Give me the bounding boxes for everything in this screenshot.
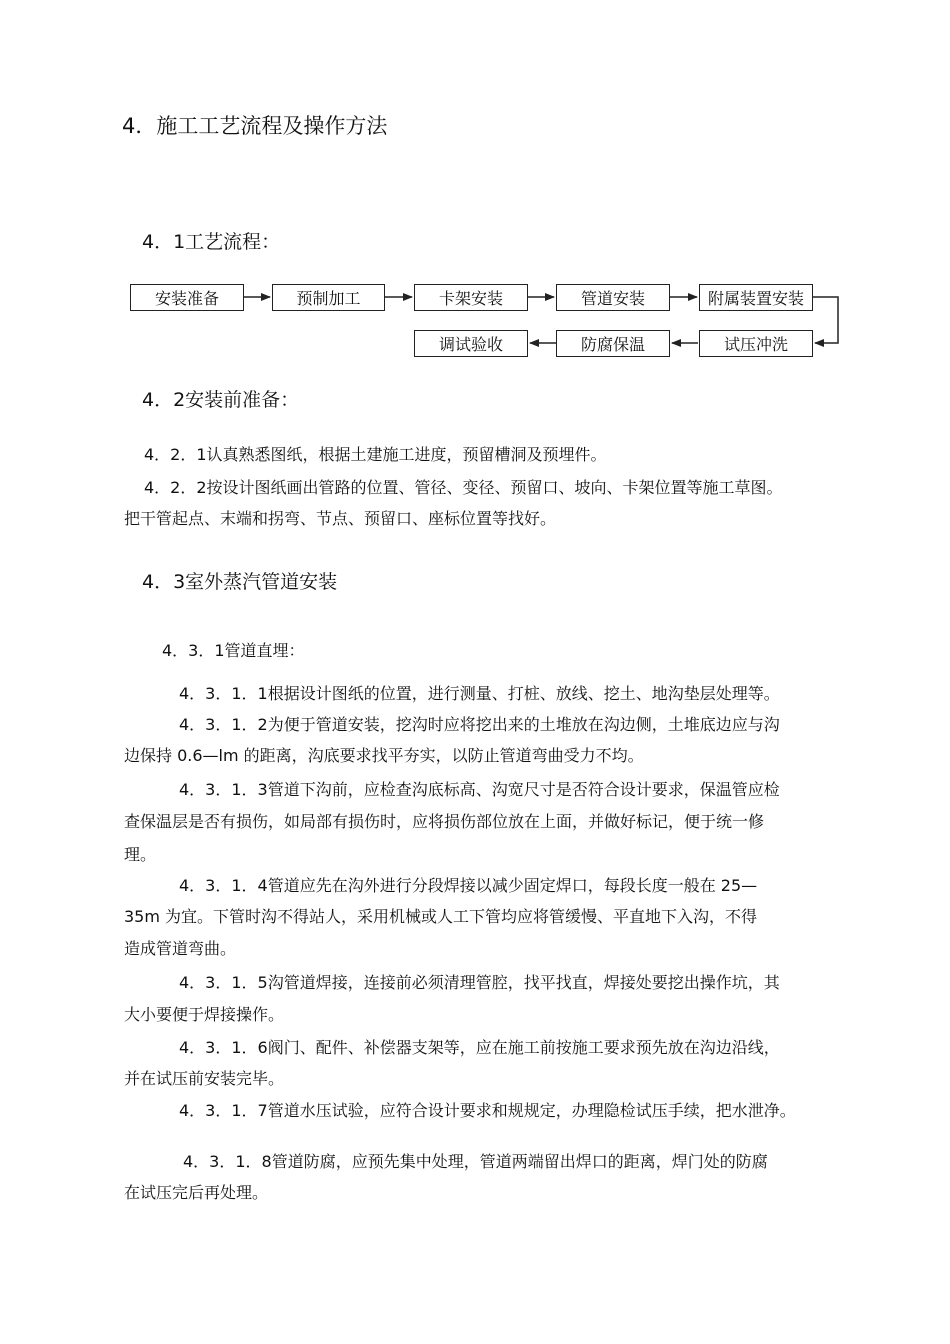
item-4-3-1-1: 4．3．1．1根据设计图纸的位置，进行测量、打桩、放线、挖土、地沟垫层处理等。 [179,684,780,703]
item-4-3-1-6-line2: 并在试压前安装完毕。 [124,1069,285,1088]
item-4-3-1-8-line1: 4．3．1．8管道防腐，应预先集中处理，管道两端留出焊口的距离，焊门处的防腐 [183,1152,768,1171]
item-4-3-1-6-line1: 4．3．1．6阀门、配件、补偿器支架等，应在施工前按施工要求预先放在沟边沿线， [179,1038,780,1057]
item-4-3-1-3-line1: 4．3．1．3管道下沟前，应检查沟底标高、沟宽尺寸是否符合设计要求，保温管应检 [179,780,780,799]
subheading-4-3-1: 4．3．1管道直埋： [162,641,305,660]
flow-step-acceptance: 调试验收 [414,330,528,357]
flow-step-anticorrosion: 防腐保温 [556,330,670,357]
heading-4-1: 4．1工艺流程： [142,231,281,253]
item-4-3-1-4-line3: 造成管道弯曲。 [124,939,237,958]
item-4-3-1-4-line2: 35m 为宜。下管时沟不得站人，采用机械或人工下管均应将管缓慢、平直地下入沟，不得 [124,907,758,926]
heading-4-3: 4．3室外蒸汽管道安装 [142,571,338,593]
item-4-3-1-8-line2: 在试压完后再处理。 [124,1183,269,1202]
arrow-5 [813,297,838,343]
flow-step-pipe-install: 管道安装 [556,284,670,311]
item-4-3-1-5-line1: 4．3．1．5沟管道焊接，连接前必须清理管腔，找平找直，焊接处要挖出操作坑，其 [179,973,780,992]
heading-4-2: 4．2安装前准备： [142,389,300,411]
flow-step-bracket: 卡架安装 [414,284,528,311]
item-4-3-1-5-line2: 大小要便于焊接操作。 [124,1005,285,1024]
item-4-3-1-3-line2: 查保温层是否有损伤，如局部有损伤时，应将损伤部位放在上面，并做好标记，便于统一修 [124,812,765,831]
flow-step-prepare: 安装准备 [130,284,244,311]
flow-step-prefab: 预制加工 [272,284,385,311]
para-4-2-2-line2: 把干管起点、末端和拐弯、节点、预留口、座标位置等找好。 [124,509,557,528]
flow-step-accessories: 附属装置安装 [699,284,813,311]
flow-step-pressure-test: 试压冲洗 [699,330,813,357]
item-4-3-1-2-line2: 边保持 0.6—lm 的距离，沟底要求找平夯实，以防止管道弯曲受力不均。 [124,746,644,765]
item-4-3-1-2-line1: 4．3．1．2为便于管道安装，挖沟时应将挖出来的土堆放在沟边侧，土堆底边应与沟 [179,715,780,734]
para-4-2-2-line1: 4．2．2按设计图纸画出管路的位置、管径、变径、预留口、坡向、卡架位置等施工草图。 [144,478,783,497]
item-4-3-1-4-line1: 4．3．1．4管道应先在沟外进行分段焊接以减少固定焊口，每段长度一般在 25— [179,876,758,895]
item-4-3-1-7: 4．3．1．7管道水压试验，应符合设计要求和规规定，办理隐检试压手续，把水泄净。 [179,1101,796,1120]
para-4-2-1: 4．2．1认真熟悉图纸，根据土建施工进度，预留槽洞及预埋件。 [144,445,607,464]
item-4-3-1-3-line3: 理。 [124,845,157,864]
section-title: 4．施工工艺流程及操作方法 [122,114,388,138]
